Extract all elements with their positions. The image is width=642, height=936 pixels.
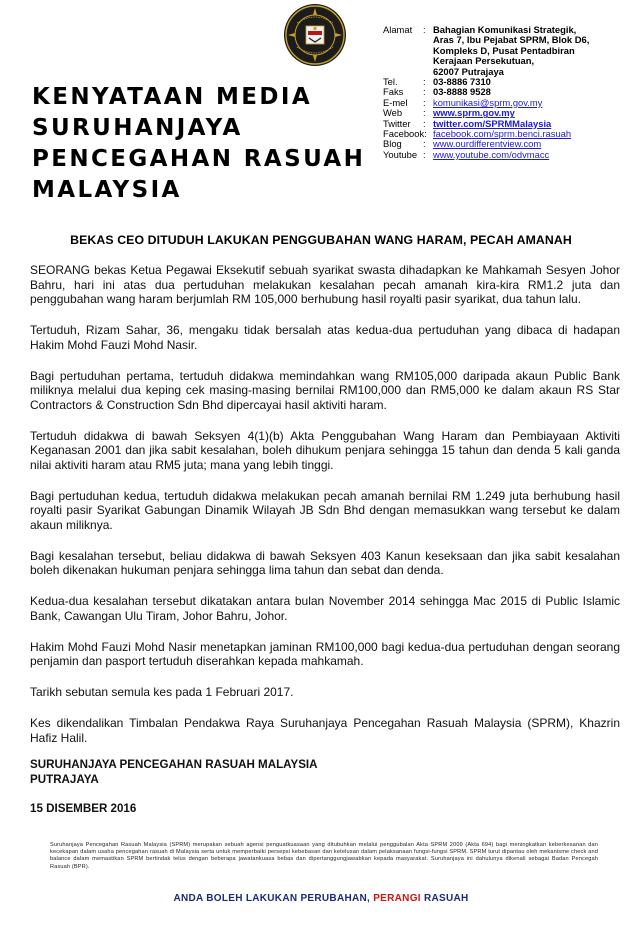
slogan-part: RASUAH: [420, 893, 469, 904]
blog-label: Blog: [383, 138, 402, 150]
paragraph: Hakim Mohd Fauzi Mohd Nasir menetapkan jaminan RM100,000 bagi kedua-dua pertuduhan dengan seorang penjamin dan pasport tertuduh diserahkan kepada mahkamah.: [30, 639, 620, 668]
web-label: Web: [383, 107, 403, 119]
paragraph: Tertuduh, Rizam Sahar, 36, mengaku tidak bersalah atas kedua-dua pertuduhan yang dibaca di hadapan Hakim Mohd Fauzi Mohd Nasir.: [30, 323, 620, 352]
paragraph: Kes dikendalikan Timbalan Pendakwa Raya Suruhanjaya Pencegahan Rasuah Malaysia (SPRM), Khazrin Hafiz Halil.: [30, 716, 620, 745]
slogan: [0, 893, 642, 904]
paragraph: Tarikh sebutan semula kes pada 1 Februari 2017.: [30, 685, 294, 699]
signature-place: PUTRAJAYA: [30, 773, 99, 786]
twitter-label: Twitter: [383, 117, 411, 129]
slogan-highlight: PERANGI: [373, 893, 421, 904]
fax-label: Faks: [383, 86, 404, 98]
headline: BEKAS CEO DITUDUH LAKUKAN PENGGUBAHAN WANG HARAM, PECAH AMANAH: [70, 233, 572, 247]
title-line: MALAYSIA: [32, 177, 182, 203]
address-line: Kompleks D, Pusat Pentadbiran: [433, 44, 575, 56]
blog-link[interactable]: www.ourdifferentview.com: [433, 138, 542, 150]
separator: :: [423, 76, 426, 88]
youtube-link[interactable]: www.youtube.com/odvmacc: [433, 148, 550, 160]
paragraph: Kedua-dua kesalahan tersebut dikatakan antara bulan November 2014 sehingga Mac 2015 di Public Islamic Bank, Cawangan Ulu Tiram, Johor Bahru, Johor.: [30, 594, 620, 623]
article-body: [30, 263, 620, 762]
signature-org: SURUHANJAYA PENCEGAHAN RASUAH MALAYSIA: [30, 758, 318, 771]
address-line: Kerajaan Persekutuan,: [433, 55, 535, 67]
address-row: [383, 25, 638, 77]
twitter-link[interactable]: twitter.com/SPRMMalaysia: [433, 117, 552, 129]
paragraph: SEORANG bekas Ketua Pegawai Eksekutif sebuah syarikat swasta dihadapkan ke Mahkamah Sesyen Johor Bahru, hari ini atas dua pertuduhan melakukan kesalahan pecah amanah kira-kira RM1.2 juta dan penggubahan wang haram berjumlah RM 105,000 berhubung hasil royalti pasir syarikat, dua tahun lalu.: [30, 263, 620, 306]
title-line: SURUHANJAYA: [32, 115, 243, 141]
tel-value: 03-8886 7310: [433, 76, 491, 88]
separator: :: [423, 86, 426, 98]
paragraph: Bagi pertuduhan pertama, tertuduh didakwa memindahkan wang RM105,000 daripada akaun Public Bank miliknya melalui dua keping cek masing-masing bernilai RM100,000 dan RM5,000 ke dalam akaun RS Star Contractors & Construction Sdn Bhd dipercayai hasil aktiviti haram.: [30, 368, 620, 412]
web-link[interactable]: www.sprm.gov.my: [433, 107, 515, 119]
release-date: 15 DISEMBER 2016: [30, 802, 137, 815]
footnote: Suruhanjaya Pencegahan Rasuah Malaysia (SPRM) merupakan sebuah agensi penguatkuasaan yang ditubuhkan melalui penggubalan Akta SPRM 2009 (Akta 694) bagi meningkatkan keberkesanan dan kecekapan dalam usaha pencegahan rasuah di Malaysia serta untuk memperbaiki persepsi kebebasan dan ketelusan dalam pelaksanaan fungsi-fungsi SPRM. SPRM turut dipantau oleh mekanisme check and balance dalam memastikan SPRM bertindak telus dengan beberapa jawatankuasa bebas dan dipertanggungjawabkan kepada masyarakat. Suruhanjaya ini dahulunya dikenali sebagai Badan Pencegah Rasuah (BPR).: [50, 842, 598, 870]
slogan-part: ANDA BOLEH LAKUKAN PERUBAHAN,: [173, 893, 374, 904]
address-line: 62007 Putrajaya: [433, 65, 504, 77]
address-label: Alamat: [383, 24, 413, 35]
paragraph: Tertuduh didakwa di bawah Seksyen 4(1)(b) Akta Penggubahan Wang Haram dan Pembiayaan Aktiviti Keganasan 2001 dan jika sabit kesalahan, boleh dihukum penjara sehingga 15 tahun dan denda 5 kali ganda nilai aktiviti haram atau RM5 juta; mana yang lebih tinggi.: [30, 428, 620, 472]
youtube-label: Youtube: [383, 148, 418, 160]
fax-value: 03-8888 9528: [433, 86, 491, 98]
separator: :: [423, 96, 426, 108]
address-value: [433, 25, 638, 77]
email-label: E-mel: [383, 96, 408, 108]
tel-label: Tel.: [383, 76, 398, 88]
email-link[interactable]: komunikasi@sprm.gov.my: [433, 96, 543, 108]
title-line: PENCEGAHAN RASUAH: [32, 146, 366, 172]
signature-block: [30, 757, 318, 787]
separator: :: [423, 117, 426, 129]
address-line: Bahagian Komunikasi Strategik,: [433, 24, 577, 35]
document-title: [32, 82, 377, 206]
facebook-label: Facebook:: [383, 128, 427, 140]
contact-info: [383, 25, 638, 160]
paragraph: Bagi pertuduhan kedua, tertuduh didakwa melakukan pecah amanah bernilai RM 1.249 juta berhubung hasil royalti pasir Syarikat Gabungan Dinamik Wilayah JB Sdn Bhd dengan memasukkan wang tersebut ke dalam akaun miliknya.: [30, 488, 620, 532]
separator: :: [423, 107, 426, 119]
separator: :: [423, 148, 426, 160]
tel-row: [383, 77, 638, 87]
title-line: KENYATAAN MEDIA: [32, 84, 313, 110]
address-line: Aras 7, Ibu Pejabat SPRM, Blok D6,: [433, 34, 590, 46]
youtube-row: [383, 150, 638, 160]
separator: :: [423, 24, 426, 35]
separator: :: [423, 138, 426, 150]
facebook-link[interactable]: facebook.com/sprm.benci.rasuah: [433, 128, 572, 140]
sprm-emblem-icon: [283, 3, 347, 67]
paragraph: Bagi kesalahan tersebut, beliau didakwa di bawah Seksyen 403 Kanun keseksaan dan jika sabit kesalahan boleh dikenakan hukuman penjara sehingga lima tahun dan sebat dan denda.: [30, 548, 620, 577]
